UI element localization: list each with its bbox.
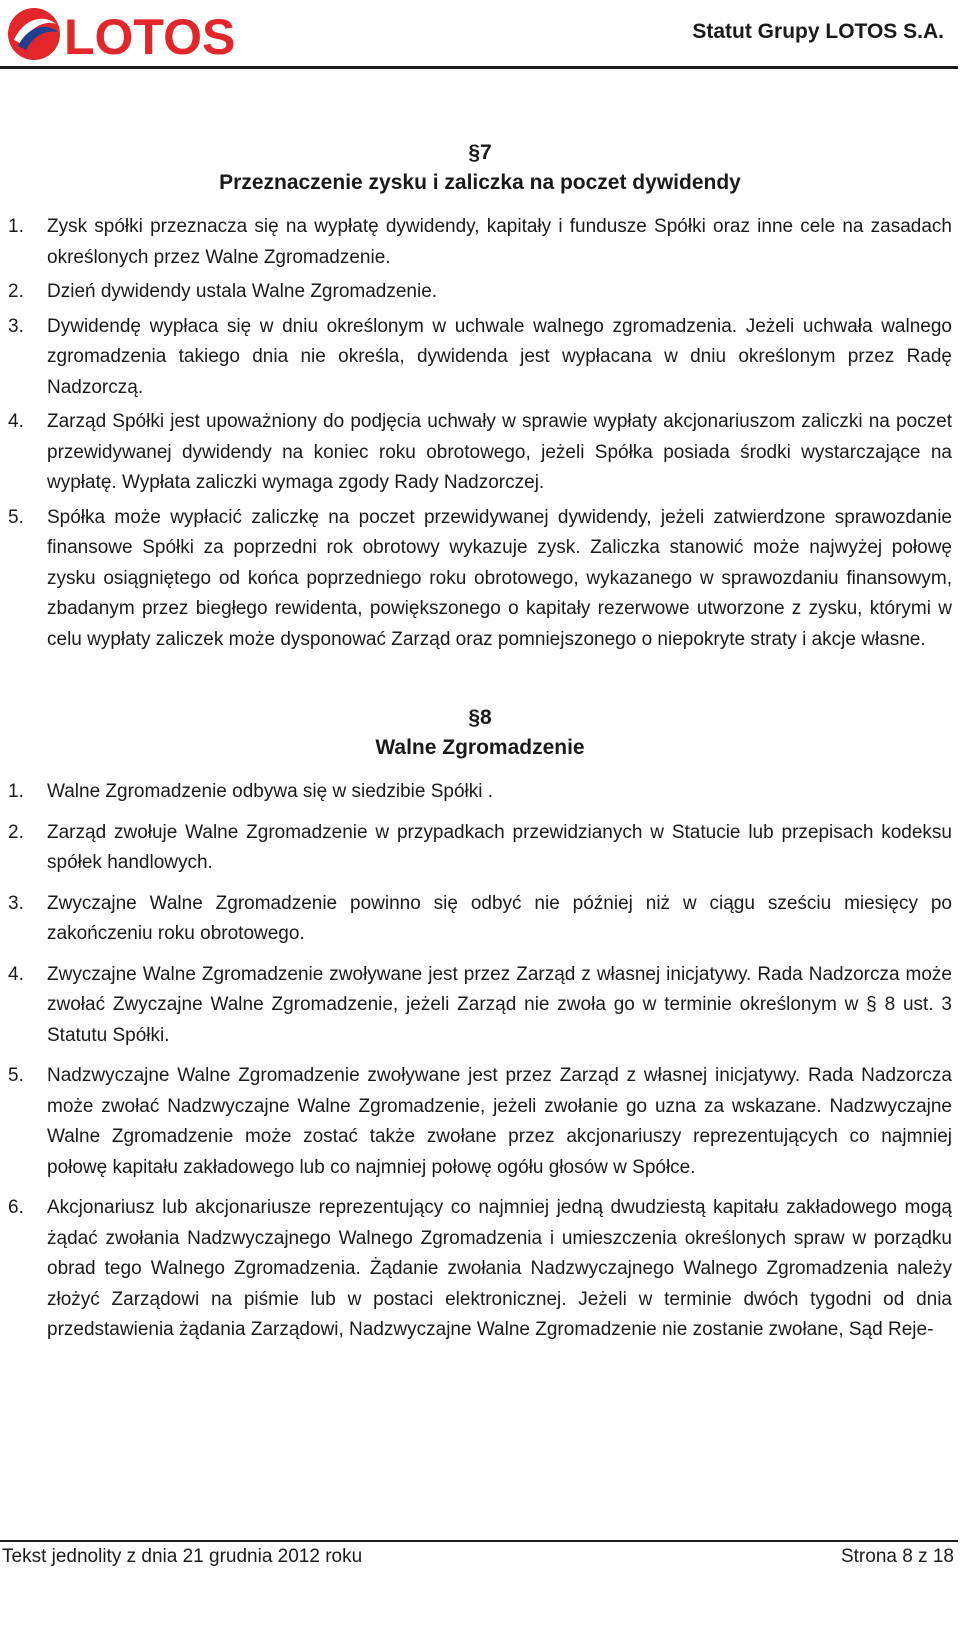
item-text: Zarząd Spółki jest upoważniony do podjęcia uchwały w sprawie wypłaty akcjonariuszom zaliczki na poczet przewidywanej dywidendy na koniec roku obrotowego, jeżeli Spółka posiada środki wystarczające na wypłatę. Wypłata zaliczki wymaga zgody Rady Nadzorczej. xyxy=(47,411,952,493)
list-item xyxy=(8,407,952,499)
item-number: 4. xyxy=(8,963,24,985)
item-number: 2. xyxy=(8,821,24,843)
list-item xyxy=(8,1193,952,1346)
page-header xyxy=(0,0,960,72)
item-number: 4. xyxy=(8,411,24,432)
item-number: 6. xyxy=(8,1197,24,1218)
list-item xyxy=(8,312,952,404)
svg-text:LOTOS: LOTOS xyxy=(64,9,236,64)
item-number: 2. xyxy=(8,281,24,302)
item-text: Zwyczajne Walne Zgromadzenie zwoływane jest przez Zarząd z własnej inicjatywy. Rada Nadzorcza może zwołać Zwyczajne Walne Zgromadzenie, jeżeli Zarząd nie zwoła go w terminie określonym w § 8 ust. 3 Statutu Spółki. xyxy=(47,963,952,1046)
header-divider xyxy=(0,66,958,69)
list-item xyxy=(8,212,952,273)
document-body xyxy=(8,138,952,1356)
item-number: 3. xyxy=(8,315,24,337)
item-text: Zarząd zwołuje Walne Zgromadzenie w przypadkach przewidzianych w Statucie lub przepisach kodeksu spółek handlowych. xyxy=(47,821,952,873)
item-text: Walne Zgromadzenie odbywa się w siedzibie Spółki . xyxy=(47,781,494,802)
item-text: Dywidendę wypłaca się w dniu określonym w uchwale walnego zgromadzenia. Jeżeli uchwała walnego zgromadzenia takiego dnia nie określa, dywidenda jest wypłacana w dniu określonym przez Radę Nadzorczą. xyxy=(47,315,952,398)
list-item xyxy=(8,818,952,879)
section-8-heading xyxy=(8,703,952,763)
list-item xyxy=(8,503,952,656)
section-title: Przeznaczenie zysku i zaliczka na poczet dywidendy xyxy=(219,171,741,194)
section-7-heading xyxy=(8,138,952,198)
footer-page-number: Strona 8 z 18 xyxy=(840,1546,954,1567)
footer-edition-date: Tekst jednolity z dnia 21 grudnia 2012 roku xyxy=(2,1546,363,1567)
page-footer xyxy=(0,1542,958,1572)
document-title: Statut Grupy LOTOS S.A. xyxy=(692,20,944,43)
section-number: §8 xyxy=(468,706,492,729)
item-text: Spółka może wypłacić zaliczkę na poczet przewidywanej dywidendy, jeżeli zatwierdzone sprawozdanie finansowe Spółki za poprzedni rok obrotowy wykazuje zysk. Zaliczka stanowić może najwyżej połowę zysku osiągniętego od końca poprzedniego roku obrotowego, wykazanego w sprawozdaniu finansowym, zbadanym przez biegłego rewidenta, powiększonego o kapitały rezerwowe utworzone z zysku, którymi w celu wypłaty zaliczek może dysponować Zarząd oraz pomniejszonego o niepokryte straty i akcje własne. xyxy=(47,506,952,650)
item-text: Dzień dywidendy ustala Walne Zgromadzenie. xyxy=(47,281,438,302)
section-title: Walne Zgromadzenie xyxy=(375,736,585,759)
section-8-list xyxy=(8,777,952,1346)
list-item xyxy=(8,777,952,808)
lotos-logo xyxy=(6,4,246,64)
list-item xyxy=(8,889,952,950)
item-text: Zwyczajne Walne Zgromadzenie powinno się odbyć nie później niż w ciągu sześciu miesięcy po zakończeniu roku obrotowego. xyxy=(47,892,952,944)
item-number: 5. xyxy=(8,506,24,528)
item-number: 1. xyxy=(8,216,24,237)
item-text: Nadzwyczajne Walne Zgromadzenie zwoływane jest przez Zarząd z własnej inicjatywy. Rada Nadzorcza może zwołać Nadzwyczajne Walne Zgromadzenie, jeżeli zwołanie go uzna za wskazane. Nadzwyczajne Walne Zgromadzenie może zostać także zwołane przez akcjonariuszy reprezentujących co najmniej połowę kapitału zakładowego lub co najmniej połowę ogółu głosów w Spółce. xyxy=(47,1065,952,1178)
item-text: Zysk spółki przeznacza się na wypłatę dywidendy, kapitały i fundusze Spółki oraz inne cele na zasadach określonych przez Walne Zgromadzenie. xyxy=(47,216,952,268)
item-text: Akcjonariusz lub akcjonariusze reprezentujący co najmniej jedną dwudziestą kapitału zakładowego mogą żądać zwołania Nadzwyczajnego Walnego Zgromadzenia i umieszczenia określonych spraw w porządku obrad tego Walnego Zgromadzenia. Żądanie zwołania Nadzwyczajnego Walnego Zgromadzenia należy złożyć Zarządowi na piśmie lub w postaci elektronicznej. Jeżeli w terminie dwóch tygodni od dnia przedstawienia żądania Zarządowi, Nadzwyczajne Walne Zgromadzenie nie zostanie zwołane, Sąd Reje- xyxy=(47,1197,952,1340)
item-number: 1. xyxy=(8,781,24,802)
list-item xyxy=(8,277,952,308)
section-number: §7 xyxy=(468,141,492,164)
item-number: 5. xyxy=(8,1065,24,1086)
item-number: 3. xyxy=(8,892,24,914)
section-7-list xyxy=(8,212,952,655)
list-item xyxy=(8,1061,952,1183)
list-item xyxy=(8,960,952,1052)
